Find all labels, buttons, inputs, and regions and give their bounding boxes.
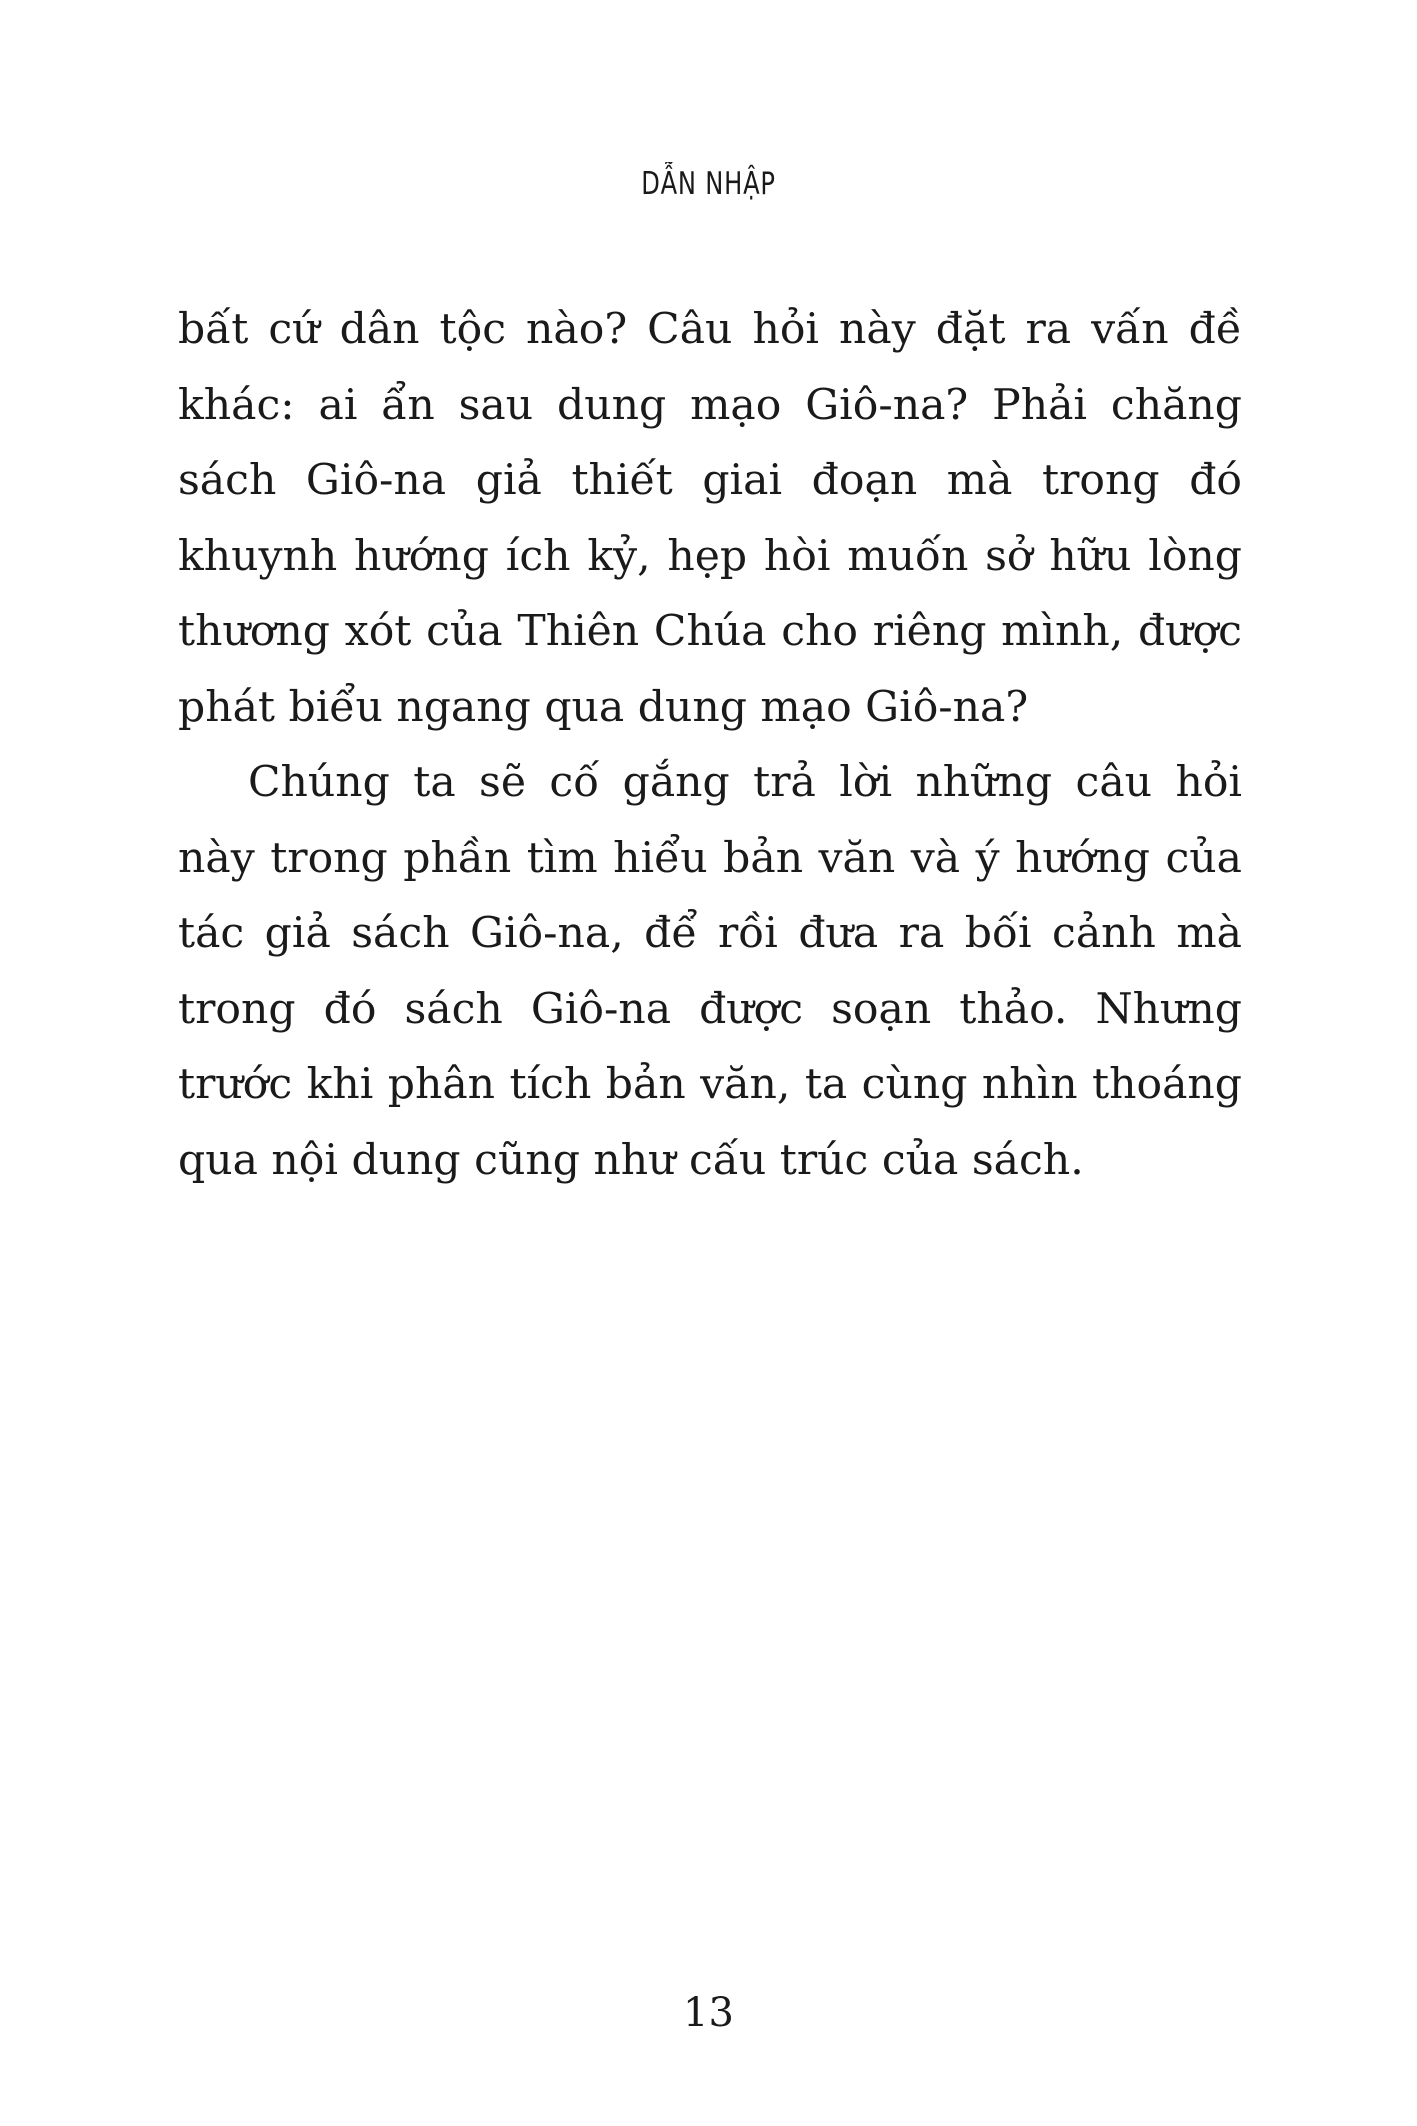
running-head: DẪN NHẬP	[641, 166, 776, 202]
paragraph: Chúng ta sẽ cố gắng trả lời những câu hỏi này trong phần tìm hiểu bản văn và ý hướng của tác giả sách Giô-na, để rồi đưa ra bối cảnh mà trong đó sách Giô-na được soạn thảo. Nhưng trước khi phân tích bản văn, ta cùng nhìn thoáng qua nội dung cũng như cấu trúc của sách.	[178, 758, 1242, 1185]
paragraph-continuation: bất cứ dân tộc nào? Câu hỏi này đặt ra vấn đề khác: ai ẩn sau dung mạo Giô-na? Phải chăng sách Giô-na giả thiết giai đoạn mà trong đó khuynh hướng ích kỷ, hẹp hòi muốn sở hữu lòng thương xót của Thiên Chúa cho riêng mình, được phát biểu ngang qua dung mạo Giô-na?	[178, 305, 1242, 732]
page-number: 13	[683, 1990, 734, 2036]
body-text	[178, 292, 1242, 1198]
